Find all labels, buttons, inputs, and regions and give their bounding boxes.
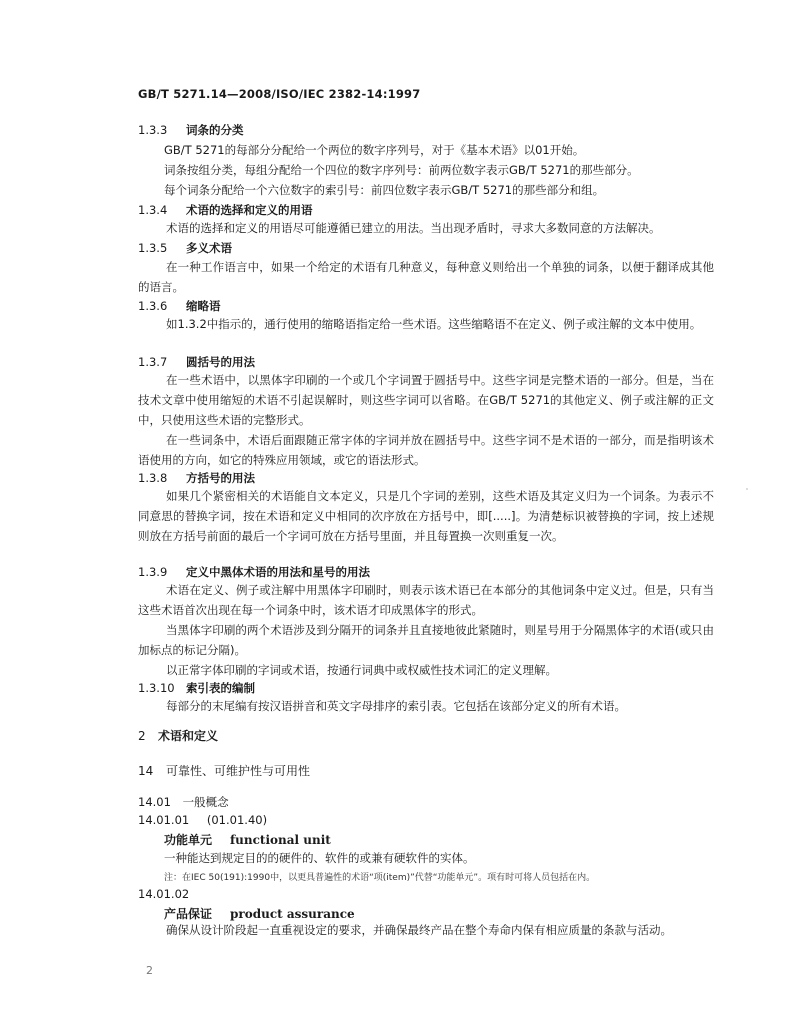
clause-title: 定义中黑体术语的用法和星号的用法 <box>186 565 370 579</box>
entry-14-01-01-term <box>164 831 331 848</box>
clause-number: 1.3.10 <box>138 681 175 695</box>
clause-number: 1.3.7 <box>138 355 168 369</box>
clause-title: 多义术语 <box>186 241 232 255</box>
term-chinese: 产品保证 <box>164 907 213 921</box>
clause-title: 术语的选择和定义的用语 <box>186 203 313 217</box>
term-english: functional unit <box>230 833 331 847</box>
subsection-14-01-heading <box>138 794 229 810</box>
entry-number: 14.01.02 <box>138 887 190 901</box>
clause-title: 词条的分类 <box>186 123 244 137</box>
clause-1-3-10-heading <box>138 680 255 696</box>
entry-14-01-01-number <box>138 813 267 827</box>
clause-title: 方括号的用法 <box>186 471 255 485</box>
clause-1-3-9-text-2: 当黑体字印刷的两个术语涉及到分隔开的词条并且直接地彼此紧随时，则星号用于分隔黑体字的术语(或只由加标点的标记分隔)。 <box>138 623 714 657</box>
clause-1-3-6-text: 如1.3.2中指示的，通行使用的缩略语指定给一些术语。这些缩略语不在定义、例子或注解的文本中使用。 <box>166 317 702 331</box>
page-number: 2 <box>146 964 153 977</box>
clause-1-3-7-heading <box>138 354 255 370</box>
clause-1-3-3-line-3: 每个词条分配给一个六位数字的索引号：前四位数字表示GB/T 5271的那些部分和组。 <box>164 183 605 197</box>
clause-1-3-7-text-1: 在一些术语中，以黑体字印刷的一个或几个字词置于圆括号中。这些字词是完整术语的一部分。但是，当在技术文章中使用缩短的术语不引起误解时，则这些字词可以省略。在GB/T 5271的其他定义、例子或注解的正文中，只使用这些术语的完整形式。 <box>138 373 714 427</box>
term-english: product assurance <box>230 907 355 921</box>
subsection-title: 一般概念 <box>182 795 229 809</box>
standard-header: GB/T 5271.14—2008/ISO/IEC 2382-14:1997 <box>138 87 421 101</box>
clause-number: 1.3.9 <box>138 565 168 579</box>
clause-title: 圆括号的用法 <box>186 355 255 369</box>
term-chinese: 功能单元 <box>164 833 213 847</box>
entry-number: 14.01.01 <box>138 813 190 827</box>
clause-1-3-9-text-3: 以正常字体印刷的字词或术语，按通行词典中或权威性技术词汇的定义理解。 <box>166 663 557 677</box>
entry-14-01-02-number <box>138 887 189 901</box>
clause-1-3-7-text-2: 在一些词条中，术语后面跟随正常字体的字词并放在圆括号中。这些字词不是术语的一部分，而是指明该术语使用的方向，如它的特殊应用领域，或它的语法形式。 <box>138 433 714 467</box>
clause-1-3-4-heading <box>138 202 313 218</box>
clause-1-3-9-heading <box>138 564 370 580</box>
clause-number: 1.3.3 <box>138 123 168 137</box>
entry-14-01-01-definition: 一种能达到规定目的的硬件的、软件的或兼有硬软件的实体。 <box>164 851 475 865</box>
clause-1-3-9-text-1: 术语在定义、例子或注解中用黑体字印刷时，则表示该术语已在本部分的其他词条中定义过。但是，只有当这些术语首次出现在每一个词条中时，该术语才印成黑体字的形式。 <box>138 583 714 617</box>
section-number: 2 <box>138 729 146 743</box>
clause-1-3-8-heading <box>138 470 255 486</box>
clause-title: 索引表的编制 <box>186 681 255 695</box>
clause-number: 1.3.6 <box>138 299 168 313</box>
clause-1-3-3-line-1: GB/T 5271的每部分分配给一个两位的数字序列号，对于《基本术语》以01开始。 <box>164 143 585 157</box>
clause-1-3-10-text: 每部分的末尾编有按汉语拼音和英文字母排序的索引表。它包括在该部分定义的所有术语。 <box>166 699 626 713</box>
clause-1-3-3-line-2: 词条按组分类，每组分配给一个四位的数字序列号：前两位数字表示GB/T 5271的那些部分。 <box>164 163 639 177</box>
section-14-heading <box>138 762 310 779</box>
entry-14-01-02-definition: 确保从设计阶段起一直重视设定的要求，并确保最终产品在整个寿命内保有相应质量的条款与活动。 <box>166 923 672 937</box>
entry-reference: (01.01.40) <box>206 813 268 827</box>
section-title: 可靠性、可维护性与可用性 <box>166 764 311 778</box>
clause-1-3-5-heading <box>138 240 232 256</box>
entry-14-01-01-note: 注：在IEC 50(191):1990中，以更具普遍性的术语“项(item)”代替“功能单元”。项有时可将人员包括在内。 <box>164 873 596 883</box>
clause-1-3-6-heading <box>138 298 221 314</box>
clause-number: 1.3.4 <box>138 203 168 217</box>
clause-title: 缩略语 <box>186 299 221 313</box>
scan-artifact <box>746 488 748 490</box>
clause-1-3-8-text: 如果几个紧密相关的术语能自文本定义，只是几个字词的差别，这些术语及其定义归为一个词条。为表示不同意思的替换字词，按在术语和定义中相同的次序放在方括号中，即[.....]。为清楚标识被替换的字词，按上述规则放在方括号前面的最后一个字词可放在方括号里面，并且每置换一次则重复一次。 <box>138 489 714 543</box>
clause-1-3-3-heading <box>138 122 244 138</box>
clause-1-3-5-text: 在一种工作语言中，如果一个给定的术语有几种意义，每种意义则给出一个单独的词条，以便于翻译成其他的语言。 <box>138 260 714 294</box>
clause-1-3-4-text: 术语的选择和定义的用语尽可能遵循已建立的用法。当出现矛盾时，寻求大多数同意的方法解决。 <box>166 221 661 235</box>
clause-number: 1.3.8 <box>138 471 168 485</box>
section-number: 14 <box>138 764 154 778</box>
section-title: 术语和定义 <box>158 729 219 743</box>
section-2-heading <box>138 727 218 744</box>
subsection-number: 14.01 <box>138 795 171 809</box>
clause-number: 1.3.5 <box>138 241 168 255</box>
